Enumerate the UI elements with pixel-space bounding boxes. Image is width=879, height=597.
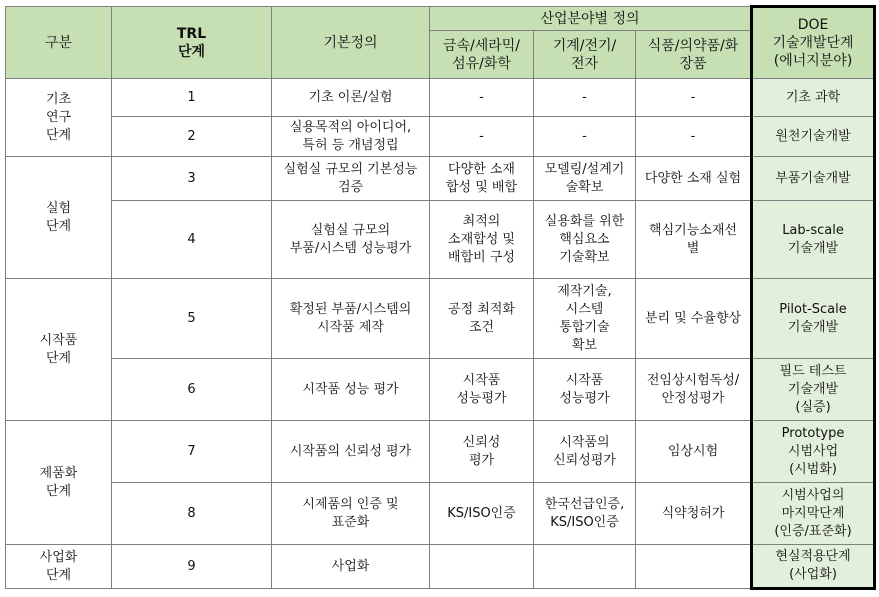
table-row	[6, 483, 875, 545]
doe-cell: 필드 테스트 기술개발 (실증)	[752, 359, 875, 421]
food-cell: 전임상시험독성/ 안정성평가	[636, 359, 752, 421]
table-row	[6, 545, 875, 589]
definition-cell: 시제품의 인증 및 표준화	[272, 483, 430, 545]
trl-table-container	[5, 5, 876, 590]
machine-cell: 실용화를 위한 핵심요소 기술확보	[534, 201, 636, 279]
header-industry-metal: 금속/세라믹/ 섬유/화학	[430, 31, 534, 79]
food-cell	[636, 545, 752, 589]
food-cell: -	[636, 117, 752, 157]
machine-cell: 시작품의 신뢰성평가	[534, 421, 636, 483]
metal-cell: -	[430, 79, 534, 117]
trl-level: 1	[112, 79, 272, 117]
header-definition: 기본정의	[272, 7, 430, 79]
trl-level: 4	[112, 201, 272, 279]
metal-cell: 신뢰성 평가	[430, 421, 534, 483]
food-cell: 식약청허가	[636, 483, 752, 545]
food-cell: -	[636, 79, 752, 117]
table-row	[6, 79, 875, 117]
doe-cell: Prototype 시범사업 (시범화)	[752, 421, 875, 483]
machine-cell: 모델링/설계기 술확보	[534, 157, 636, 201]
definition-cell: 실험실 규모의 기본성능 검증	[272, 157, 430, 201]
header-row-top	[6, 7, 875, 31]
table-row	[6, 421, 875, 483]
trl-table	[5, 5, 876, 590]
machine-cell: 시작품 성능평가	[534, 359, 636, 421]
table-row	[6, 359, 875, 421]
definition-cell: 확정된 부품/시스템의 시작품 제작	[272, 279, 430, 359]
header-industry-food: 식품/의약품/화 장품	[636, 31, 752, 79]
definition-cell: 실험실 규모의 부품/시스템 성능평가	[272, 201, 430, 279]
group-experiment: 실험 단계	[6, 157, 112, 279]
doe-cell: 시범사업의 마지막단계 (인증/표준화)	[752, 483, 875, 545]
machine-cell: 제작기술, 시스템 통합기술 확보	[534, 279, 636, 359]
metal-cell	[430, 545, 534, 589]
metal-cell: 공정 최적화 조건	[430, 279, 534, 359]
metal-cell: -	[430, 117, 534, 157]
group-prototype: 시작품 단계	[6, 279, 112, 421]
food-cell: 핵심기능소재선 별	[636, 201, 752, 279]
group-product: 제품화 단계	[6, 421, 112, 545]
metal-cell: 최적의 소재합성 및 배합비 구성	[430, 201, 534, 279]
doe-cell: 원천기술개발	[752, 117, 875, 157]
header-trl: TRL 단계	[112, 7, 272, 79]
group-commercial: 사업화 단계	[6, 545, 112, 589]
group-basic: 기초 연구 단계	[6, 79, 112, 157]
machine-cell: 한국선급인증, KS/ISO인증	[534, 483, 636, 545]
metal-cell: 시작품 성능평가	[430, 359, 534, 421]
food-cell: 분리 및 수율향상	[636, 279, 752, 359]
doe-cell: Lab-scale 기술개발	[752, 201, 875, 279]
machine-cell: -	[534, 79, 636, 117]
definition-cell: 사업화	[272, 545, 430, 589]
trl-level: 8	[112, 483, 272, 545]
machine-cell: -	[534, 117, 636, 157]
metal-cell: 다양한 소재 합성 및 배합	[430, 157, 534, 201]
definition-cell: 시작품의 신뢰성 평가	[272, 421, 430, 483]
trl-level: 9	[112, 545, 272, 589]
trl-level: 3	[112, 157, 272, 201]
table-row	[6, 201, 875, 279]
food-cell: 임상시험	[636, 421, 752, 483]
table-row	[6, 279, 875, 359]
definition-cell: 실용목적의 아이디어, 특허 등 개념정립	[272, 117, 430, 157]
metal-cell: KS/ISO인증	[430, 483, 534, 545]
machine-cell	[534, 545, 636, 589]
trl-level: 2	[112, 117, 272, 157]
header-industry-machine: 기계/전기/ 전자	[534, 31, 636, 79]
trl-level: 7	[112, 421, 272, 483]
header-doe: DOE 기술개발단계 (에너지분야)	[752, 7, 875, 79]
food-cell: 다양한 소재 실험	[636, 157, 752, 201]
trl-level: 5	[112, 279, 272, 359]
definition-cell: 시작품 성능 평가	[272, 359, 430, 421]
header-category: 구분	[6, 7, 112, 79]
definition-cell: 기초 이론/실험	[272, 79, 430, 117]
table-row	[6, 157, 875, 201]
header-by-industry: 산업분야별 정의	[430, 7, 752, 31]
doe-cell: 현실적용단계 (사업화)	[752, 545, 875, 589]
doe-cell: 부품기술개발	[752, 157, 875, 201]
trl-level: 6	[112, 359, 272, 421]
table-row	[6, 117, 875, 157]
doe-cell: 기초 과학	[752, 79, 875, 117]
doe-cell: Pilot-Scale 기술개발	[752, 279, 875, 359]
